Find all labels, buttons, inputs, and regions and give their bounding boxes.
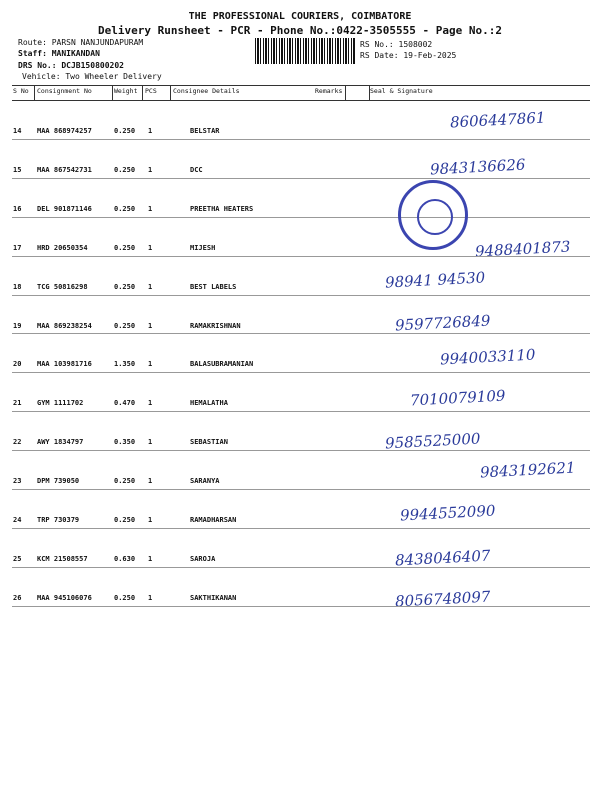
company-stamp [398, 180, 468, 250]
row-weight: 0.250 [114, 204, 136, 213]
col-header-sno: S No [13, 87, 29, 95]
col-divider [170, 86, 171, 101]
row-consignee: HEMALATHA [190, 399, 228, 408]
row-consignment-no: KCM 21508557 [37, 554, 88, 563]
row-sno: 23 [13, 477, 22, 486]
barcode [255, 38, 355, 64]
row-signature: 8438046407 [394, 546, 491, 570]
col-divider [345, 86, 346, 101]
row-divider [12, 178, 590, 179]
row-divider [12, 411, 590, 412]
row-signature: 9488401873 [474, 237, 571, 261]
row-consignee: BELSTAR [190, 127, 220, 135]
row-weight: 0.250 [114, 127, 136, 135]
table-top-rule [12, 85, 590, 86]
row-divider [12, 217, 590, 218]
row-consignment-no: DPM 739050 [37, 477, 80, 486]
row-consignee: SARANYA [190, 477, 220, 486]
drs-number: DRS No.: DCJB150800202 [18, 61, 124, 70]
row-consignment-no: GYM 1111702 [37, 399, 84, 408]
row-consignment-no: DEL 901871146 [37, 204, 92, 213]
row-signature: 9585525000 [384, 429, 481, 453]
col-header-remarks: Remarks [315, 87, 343, 95]
row-divider [12, 372, 590, 373]
row-divider [12, 333, 590, 334]
row-sno: 15 [13, 165, 22, 174]
row-pcs: 1 [148, 593, 153, 602]
row-divider [12, 256, 590, 257]
row-divider [12, 450, 590, 451]
row-consignee: RAMADHARSAN [190, 516, 237, 524]
rs-number: RS No.: 1508002 [360, 40, 433, 49]
row-weight: 0.250 [114, 243, 136, 252]
row-pcs: 1 [148, 477, 153, 486]
row-consignee: BALASUBRAMANIAN [190, 360, 254, 369]
row-divider [12, 295, 590, 296]
col-header-consignee: Consignee Details [173, 87, 240, 95]
row-pcs: 1 [148, 282, 153, 291]
row-pcs: 1 [148, 243, 153, 252]
row-consignment-no: HRD 20650354 [37, 243, 88, 252]
row-weight: 0.470 [114, 399, 136, 408]
row-weight: 0.250 [114, 321, 136, 330]
row-weight: 0.250 [114, 516, 136, 524]
row-signature: 9944552090 [399, 501, 496, 525]
row-consignee: PREETHA HEATERS [190, 204, 254, 213]
row-signature: 9940033110 [439, 345, 536, 369]
row-pcs: 1 [148, 438, 153, 447]
row-pcs: 1 [148, 360, 153, 369]
row-signature: 9843192621 [479, 458, 576, 482]
row-pcs: 1 [148, 204, 153, 213]
col-divider [112, 86, 113, 101]
col-header-weight: Weight [114, 87, 138, 95]
staff-text: Staff: MANIKANDAN [18, 49, 100, 58]
row-sno: 19 [13, 321, 22, 330]
row-consignee: MIJESH [190, 243, 216, 252]
row-sno: 20 [13, 360, 22, 369]
col-divider [34, 86, 35, 101]
vehicle-text: Vehicle: Two Wheeler Delivery [22, 72, 162, 81]
table-header-rule [12, 100, 590, 101]
row-signature: 98941 94530 [384, 267, 486, 292]
row-sno: 17 [13, 243, 22, 252]
row-consignee: SAKTHIKANAN [190, 593, 237, 602]
row-sno: 16 [13, 204, 22, 213]
row-divider [12, 528, 590, 529]
row-consignment-no: MAA 867542731 [37, 165, 92, 174]
row-weight: 0.250 [114, 282, 136, 291]
row-sno: 22 [13, 438, 22, 447]
row-consignment-no: MAA 945106076 [37, 593, 92, 602]
row-pcs: 1 [148, 399, 153, 408]
row-consignment-no: MAA 869238254 [37, 321, 92, 330]
row-divider [12, 489, 590, 490]
row-sno: 24 [13, 516, 22, 524]
row-pcs: 1 [148, 554, 153, 563]
row-pcs: 1 [148, 321, 153, 330]
row-consignment-no: AWY 1834797 [37, 438, 84, 447]
row-pcs: 1 [148, 127, 153, 135]
route-text: Route: PARSN NANJUNDAPURAM [18, 38, 144, 47]
rs-date: RS Date: 19-Feb-2025 [360, 51, 457, 60]
row-weight: 0.630 [114, 554, 136, 563]
col-divider [142, 86, 143, 101]
col-header-consignment: Consignment No [37, 87, 92, 95]
row-sno: 25 [13, 554, 22, 563]
row-consignee: SEBASTIAN [190, 438, 228, 447]
row-signature: 8606447861 [449, 108, 546, 132]
row-consignee: DCC [190, 165, 203, 174]
row-signature: 7010079109 [409, 386, 506, 410]
row-divider [12, 606, 590, 607]
row-consignee: BEST LABELS [190, 282, 237, 291]
row-weight: 1.350 [114, 360, 136, 369]
row-consignment-no: TCG 50816298 [37, 282, 88, 291]
row-weight: 0.250 [114, 593, 136, 602]
col-header-seal: Seal & Signature [370, 87, 433, 95]
row-consignee: SAROJA [190, 554, 216, 563]
row-consignment-no: MAA 868974257 [37, 127, 92, 135]
row-consignment-no: TRP 730379 [37, 516, 80, 524]
row-signature: 9843136626 [429, 155, 526, 179]
row-divider [12, 567, 590, 568]
company-title: THE PROFESSIONAL COURIERS, COIMBATORE [188, 11, 412, 22]
row-weight: 0.250 [114, 165, 136, 174]
row-divider [12, 139, 590, 140]
row-weight: 0.250 [114, 477, 136, 486]
row-signature: 9597726849 [394, 311, 491, 334]
row-pcs: 1 [148, 516, 153, 524]
row-sno: 26 [13, 593, 22, 602]
row-weight: 0.350 [114, 438, 136, 447]
row-consignment-no: MAA 103981716 [37, 360, 92, 369]
row-sno: 14 [13, 127, 22, 135]
runsheet-subtitle: Delivery Runsheet - PCR - Phone No.:0422-3505555 - Page No.:2 [98, 24, 502, 37]
row-consignee: RAMAKRISHNAN [190, 321, 241, 330]
row-signature: 8056748097 [394, 587, 491, 611]
row-pcs: 1 [148, 165, 153, 174]
col-header-pcs: PCS [145, 87, 157, 95]
row-sno: 21 [13, 399, 22, 408]
row-sno: 18 [13, 282, 22, 291]
